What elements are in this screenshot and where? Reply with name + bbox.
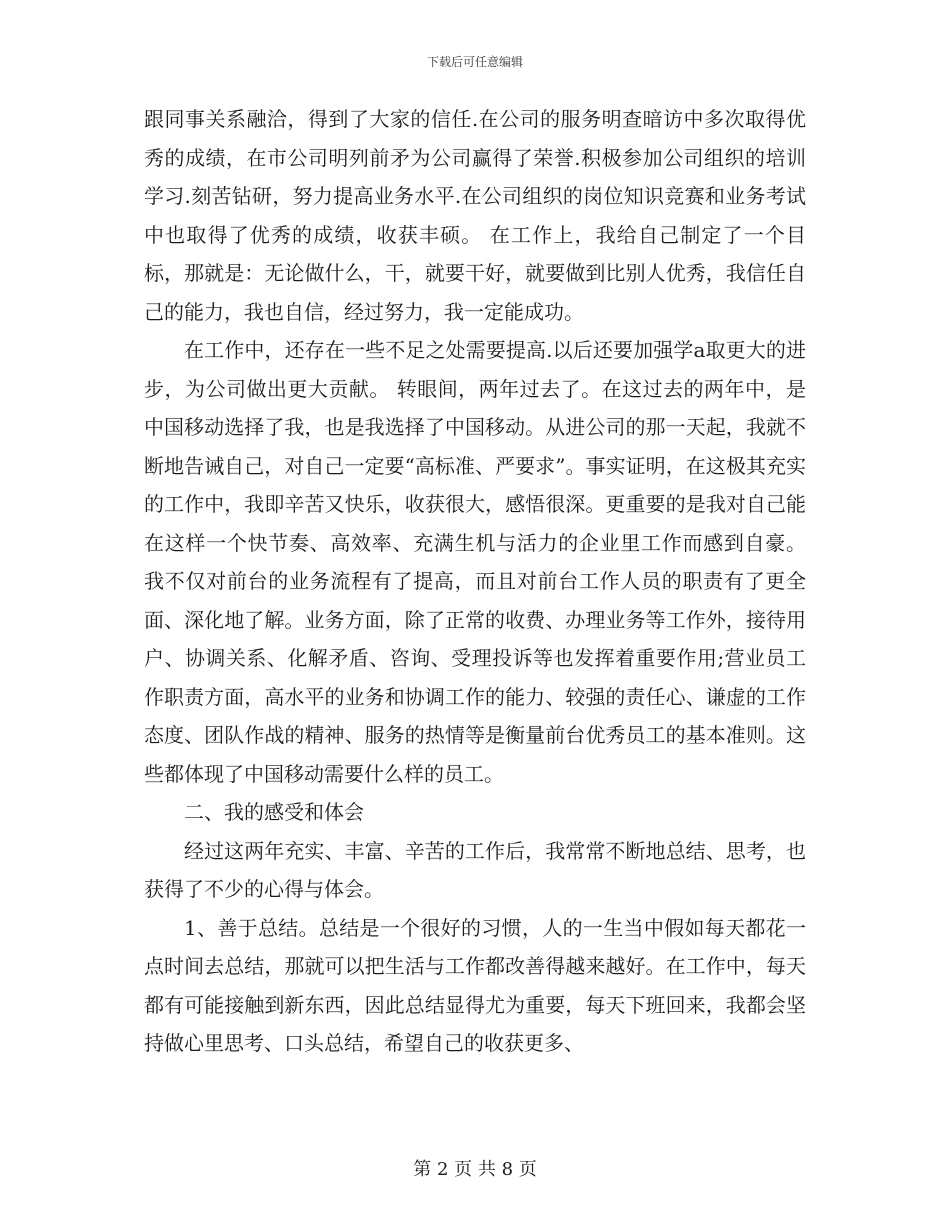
paragraph-3: 经过这两年充实、丰富、辛苦的工作后，我常常不断地总结、思考，也获得了不少的心得与体会。: [144, 838, 806, 901]
paragraph-4: 1、善于总结。总结是一个很好的习惯，人的一生当中假如每天都花一点时间去总结，那就可以把生活与工作都改善得越来越好。在工作中，每天都有可能接触到新东西，因此总结显得尤为重要，每天下班回来，我都会坚持做心里思考、口头总结，希望自己的收获更多、: [144, 915, 806, 1055]
document-body: [144, 100, 806, 1063]
section-heading: 二、我的感受和体会: [184, 800, 364, 824]
paragraph-2: 在工作中，还存在一些不足之处需要提高.以后还要加强学a取更大的进步，为公司做出更大贡献。 转眼间，两年过去了。在这过去的两年中，是中国移动选择了我，也是我选择了中国移动。从进公司的那一天起，我就不断地告诫自己，对自己一定要“高标准、严要求”。事实证明，在这极其充实的工作中，我即辛苦又快乐，收获很大，感悟很深。更重要的是我对自己能在这样一个快节奏、高效率、充满生机与活力的企业里工作而感到自豪。 我不仅对前台的业务流程有了提高，而且对前台工作人员的职责有了更全面、深化地了解。业务方面，除了正常的收费、办理业务等工作外，接待用户、协调关系、化解矛盾、咨询、受理投诉等也发挥着重要作用;营业员工作职责方面，高水平的业务和协调工作的能力、较强的责任心、谦虚的工作态度、团队作战的精神、服务的热情等是衡量前台优秀员工的基本准则。这些都体现了中国移动需要什么样的员工。: [144, 338, 806, 786]
page-header: 下载后可任意编辑: [426, 55, 523, 69]
paragraph-1: 跟同事关系融洽，得到了大家的信任.在公司的服务明查暗访中多次取得优秀的成绩，在市公司明列前矛为公司赢得了荣誉.积极参加公司组织的培训学习.刻苦钻研，努力提高业务水平.在公司组织的岗位知识竞赛和业务考试中也取得了优秀的成绩，收获丰硕。 在工作上，我给自己制定了一个目标，那就是：无论做什么，干，就要干好，就要做到比别人优秀，我信任自己的能力，我也自信，经过努力，我一定能成功。: [144, 107, 806, 324]
page-number-footer: 第 2 页 共 8 页: [413, 1159, 537, 1180]
